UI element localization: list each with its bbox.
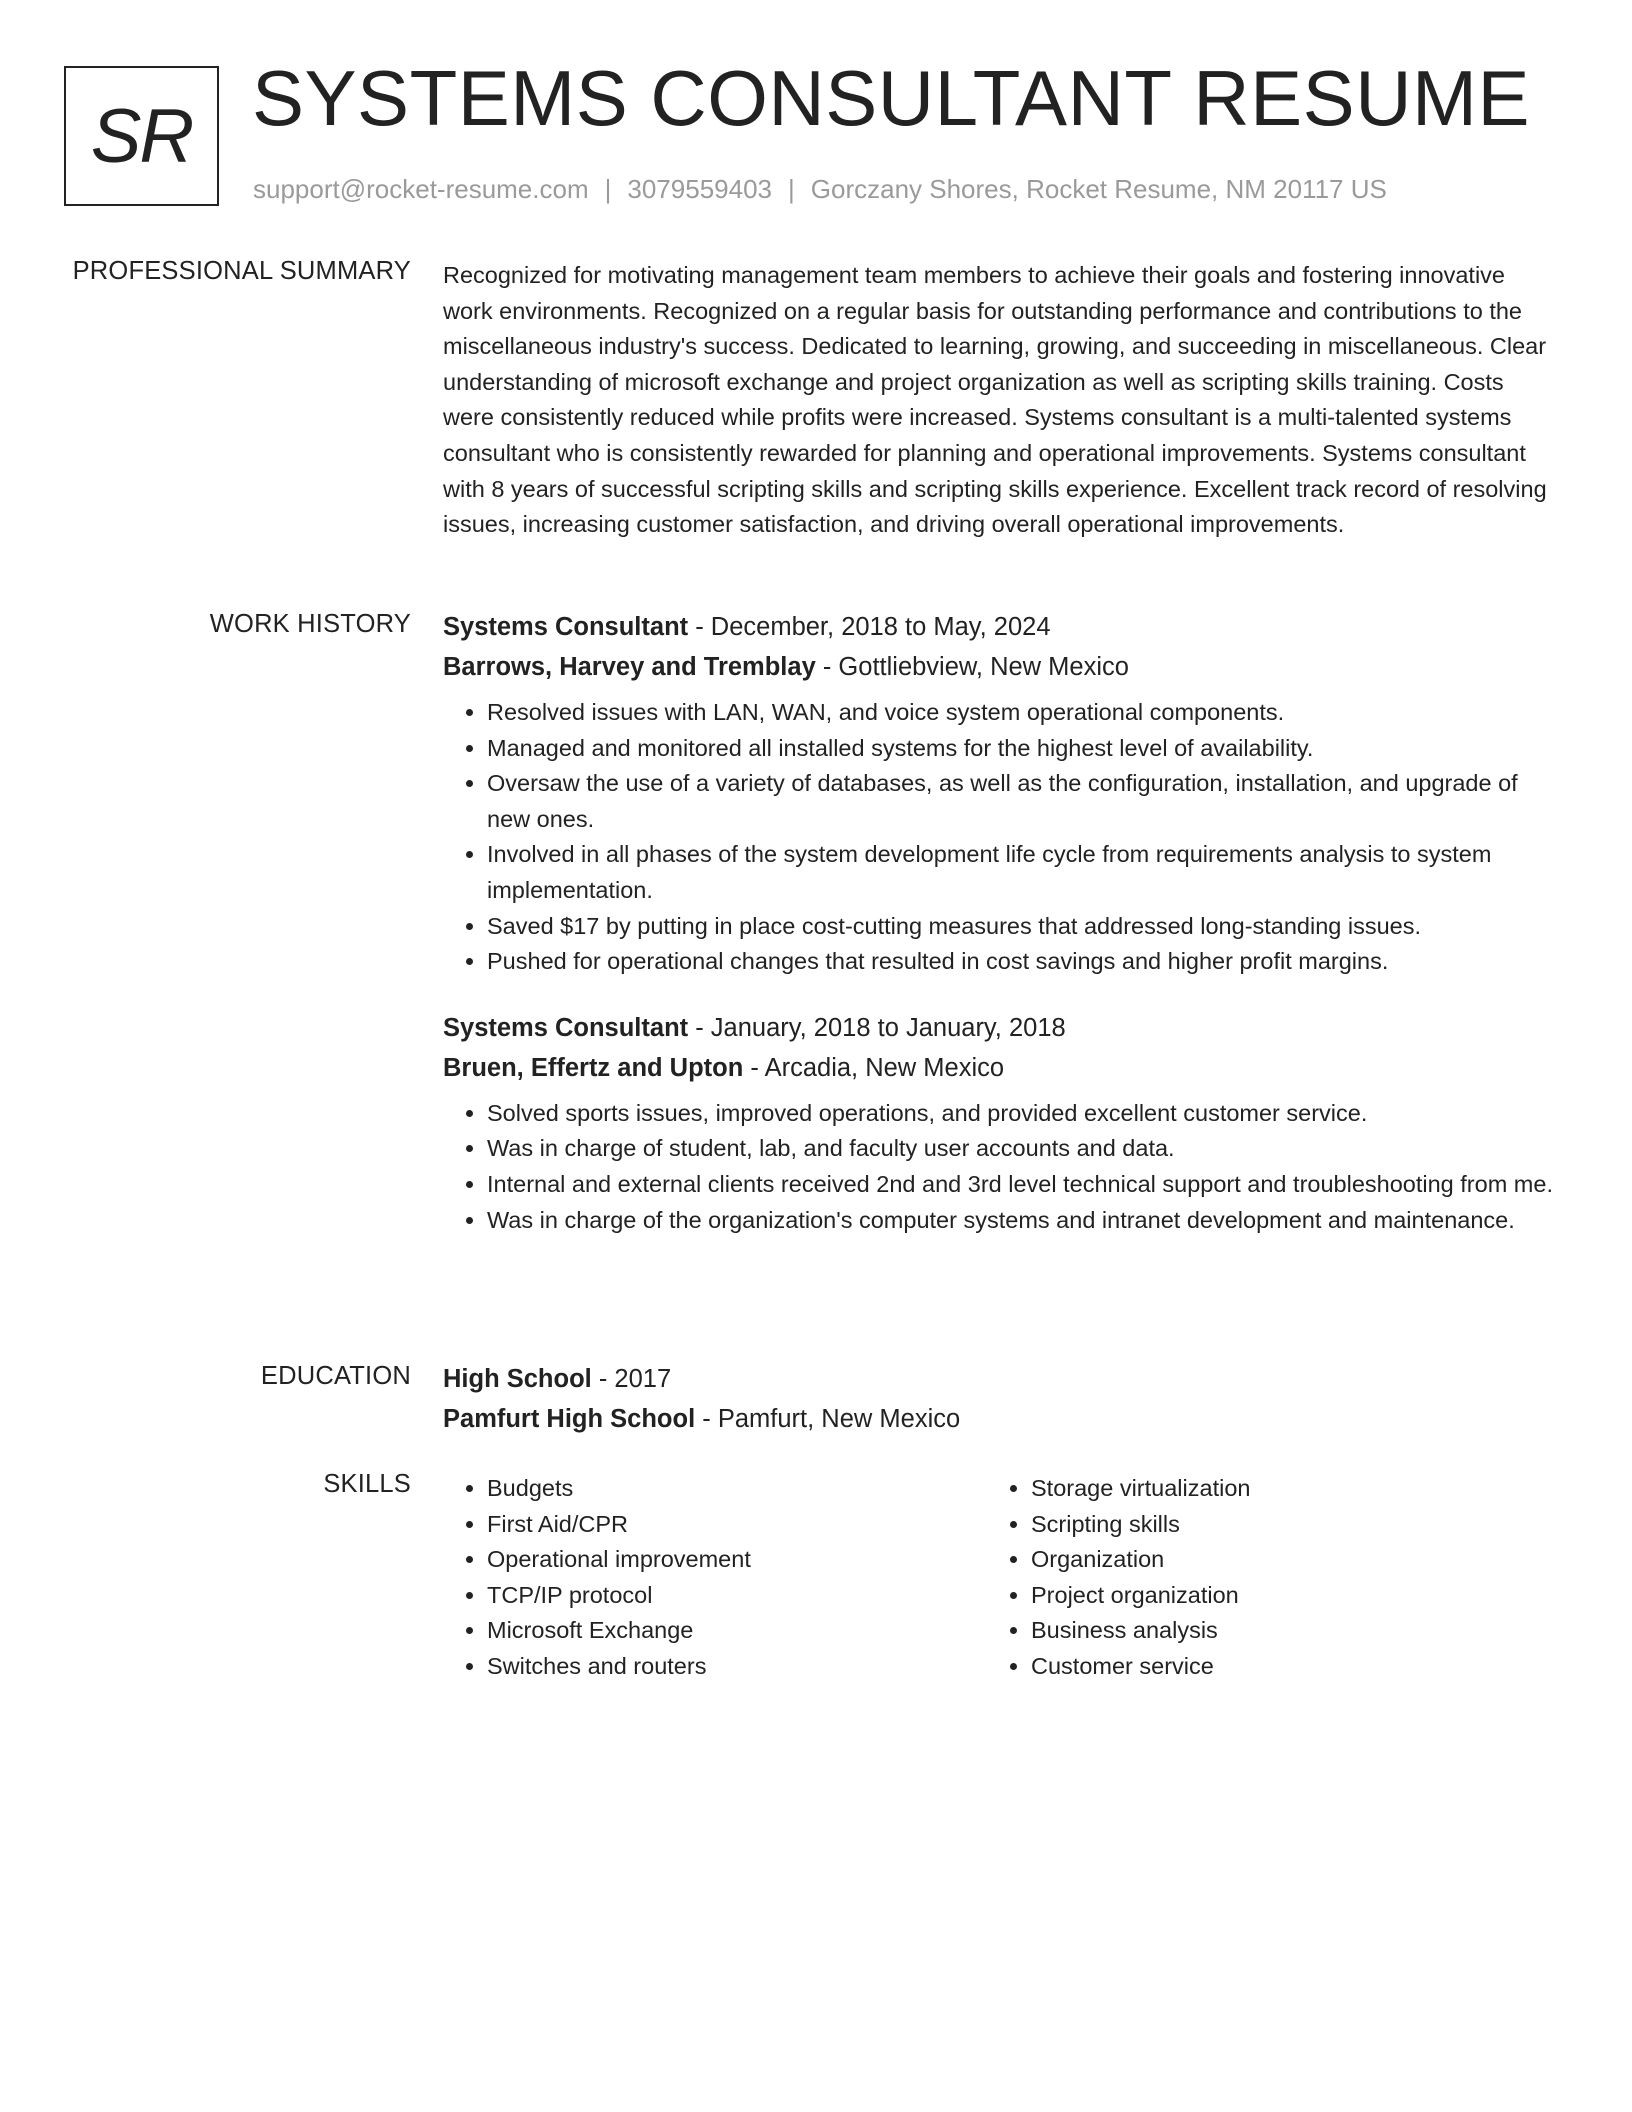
skills-heading: SKILLS [323, 1470, 411, 1498]
summary-text: Recognized for motivating management team members to achieve their goals and fostering innovative work environments. Recognized on a regular basis for outstanding performance and contributions to the miscellaneous industry's success. Dedicated to learning, growing, and succeeding in miscellaneous. Clear understanding of microsoft exchange and project organization as well as scripting skills training. Costs were consistently reduced while profits were increased. Systems consultant is a multi-talented systems consultant who is consistently rewarded for planning and operational improvements. Systems consultant with 8 years of successful scripting skills and scripting skills experience. Excellent track record of resolving issues, increasing customer satisfaction, and driving overall operational improvements. [443, 262, 1547, 538]
skill-item: • Organization [1031, 1542, 1531, 1578]
education-heading: EDUCATION [260, 1362, 411, 1390]
skills-body [443, 1471, 1553, 1685]
work-history-body [443, 607, 1553, 1238]
education-location: - Pamfurt, New Mexico [695, 1405, 961, 1433]
contact-separator: | [788, 174, 795, 204]
contact-line [253, 174, 1387, 205]
education-year: - 2017 [591, 1365, 672, 1393]
education-school-line [443, 1399, 1553, 1439]
education-body [443, 1359, 1553, 1439]
job-bullet: • Was in charge of student, lab, and faculty user accounts and data. [487, 1131, 1553, 1167]
summary-heading: PROFESSIONAL SUMMARY [72, 257, 411, 285]
education-school: Pamfurt High School [443, 1405, 696, 1433]
skill-item: • Microsoft Exchange [487, 1613, 987, 1649]
job-entry [443, 607, 1553, 980]
skills-column-left [443, 1471, 987, 1685]
skill-item: • Project organization [1031, 1578, 1531, 1614]
skills-grid [443, 1471, 1553, 1685]
contact-separator: | [604, 174, 612, 204]
job-bullet: • Internal and external clients received 2nd and 3rd level technical support and troubleshooting from me. [487, 1167, 1553, 1203]
job-title-line [443, 607, 1553, 647]
job-company-line [443, 1048, 1553, 1088]
job-bullet: • Involved in all phases of the system development life cycle from requirements analysis to system implementation. [487, 837, 1553, 908]
job-location: - Arcadia, New Mexico [743, 1053, 1005, 1082]
job-bullet: • Resolved issues with LAN, WAN, and voice system operational components. [487, 695, 1553, 731]
education-degree: High School [443, 1365, 592, 1393]
skills-list [443, 1471, 987, 1685]
job-company-line [443, 647, 1553, 687]
job-location: - Gottliebview, New Mexico [815, 653, 1129, 681]
skill-item: • Budgets [487, 1471, 987, 1507]
job-title: Systems Consultant [443, 1013, 689, 1042]
job-bullet: • Pushed for operational changes that resulted in cost savings and higher profit margins. [487, 944, 1553, 980]
work-history-heading: WORK HISTORY [209, 610, 411, 638]
skill-item: • Storage virtualization [1031, 1471, 1531, 1507]
job-dates: - December, 2018 to May, 2024 [688, 613, 1051, 641]
monogram-logo: SR [64, 66, 219, 206]
job-title: Systems Consultant [443, 613, 689, 641]
contact-email: support@rocket-resume.com [253, 174, 589, 204]
skills-list [987, 1471, 1531, 1685]
contact-phone: 3079559403 [627, 174, 772, 204]
job-bullets [443, 1096, 1553, 1238]
job-bullets [443, 695, 1553, 980]
skills-column-right [987, 1471, 1531, 1685]
education-degree-line [443, 1359, 1553, 1399]
summary-body [443, 258, 1553, 543]
job-bullet: • Was in charge of the organization's computer systems and intranet development and maintenance. [487, 1203, 1553, 1239]
skill-item: • Switches and routers [487, 1649, 987, 1685]
job-bullet: • Solved sports issues, improved operations, and provided excellent customer service. [487, 1096, 1553, 1132]
contact-address: Gorczany Shores, Rocket Resume, NM 20117 US [810, 174, 1387, 204]
skill-item: • Customer service [1031, 1649, 1531, 1685]
job-bullet: • Oversaw the use of a variety of databases, as well as the configuration, installation, and upgrade of new ones. [487, 766, 1553, 837]
page-title: SYSTEMS CONSULTANT RESUME [252, 54, 1531, 142]
skill-item: • Business analysis [1031, 1613, 1531, 1649]
skill-item: • Operational improvement [487, 1542, 987, 1578]
job-bullet: • Saved $17 by putting in place cost-cutting measures that addressed long-standing issues. [487, 909, 1553, 945]
job-company: Bruen, Effertz and Upton [443, 1053, 744, 1082]
job-company: Barrows, Harvey and Tremblay [443, 653, 816, 681]
skill-item: • First Aid/CPR [487, 1507, 987, 1543]
job-entry [443, 1008, 1553, 1238]
skill-item: • Scripting skills [1031, 1507, 1531, 1543]
job-title-line [443, 1008, 1553, 1048]
job-dates: - January, 2018 to January, 2018 [688, 1013, 1066, 1042]
skill-item: • TCP/IP protocol [487, 1578, 987, 1614]
job-bullet: • Managed and monitored all installed systems for the highest level of availability. [487, 731, 1553, 767]
